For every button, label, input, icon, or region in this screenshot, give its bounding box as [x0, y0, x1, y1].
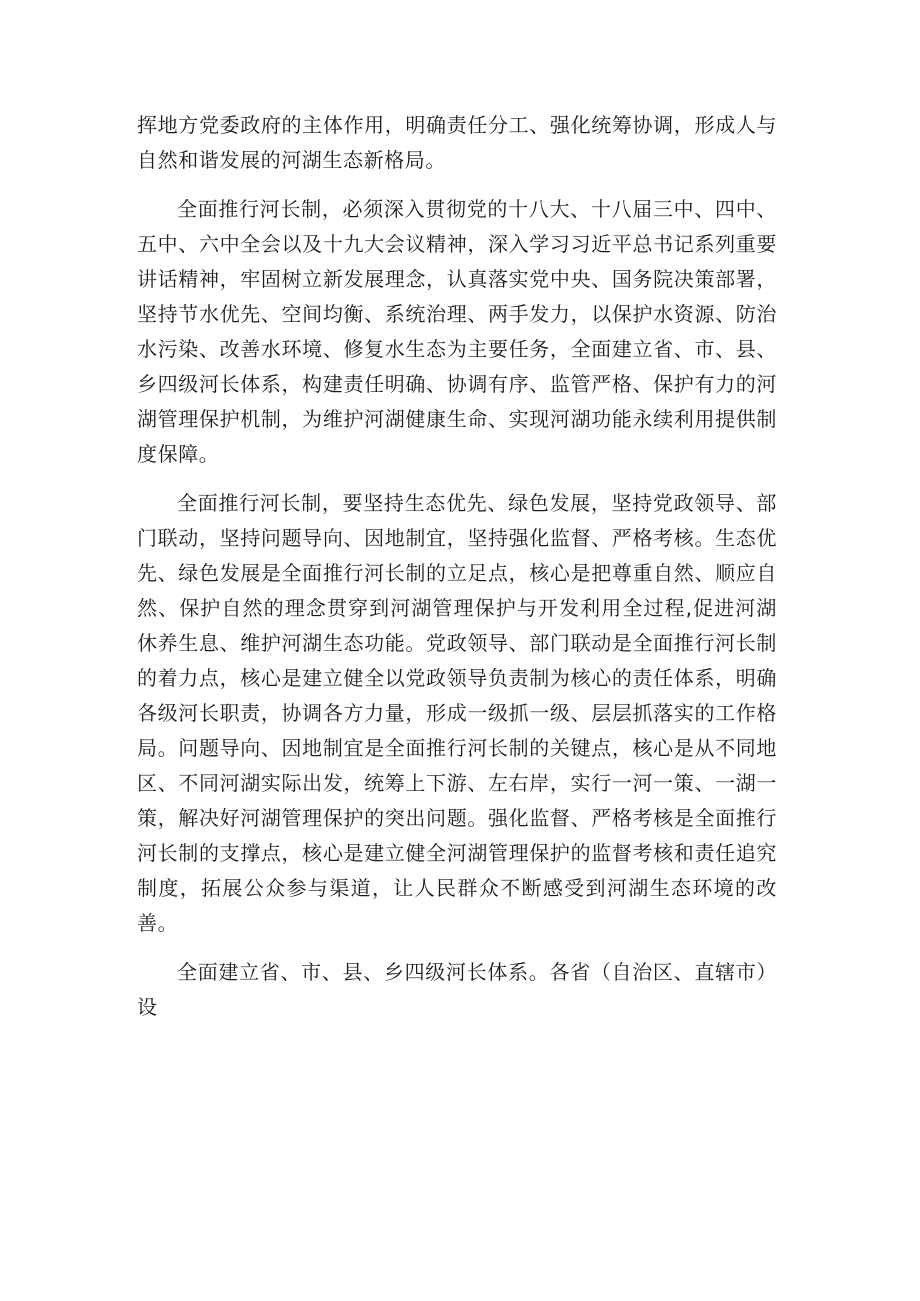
paragraph-continuation: 挥地方党委政府的主体作用，明确责任分工、强化统筹协调，形成人与自然和谐发展的河湖生态新格局。: [137, 113, 777, 172]
paragraph-guiding-principles: 全面推行河长制，必须深入贯彻党的十八大、十八届三中、四中、五中、六中全会以及十九大会议精神，深入学习习近平总书记系列重要讲话精神，牢固树立新发展理念，认真落实党中央、国务院决策部署，坚持节水优先、空间均衡、系统治理、两手发力，以保护水资源、防治水污染、改善水环境、修复水生态为主要任务，全面建立省、市、县、乡四级河长体系，构建责任明确、协调有序、监管严格、保护有力的河湖管理保护机制，为维护河湖健康生命、实现河湖功能永续利用提供制度保障。: [137, 197, 777, 466]
document-body: [137, 108, 777, 1039]
paragraph-basic-principles: 全面推行河长制，要坚持生态优先、绿色发展，坚持党政领导、部门联动，坚持问题导向、因地制宜，坚持强化监督、严格考核。生态优先、绿色发展是全面推行河长制的立足点，核心是把尊重自然、顺应自然、保护自然的理念贯穿到河湖管理保护与开发利用全过程,促进河湖休养生息、维护河湖生态功能。党政领导、部门联动是全面推行河长制的着力点，核心是建立健全以党政领导负责制为核心的责任体系，明确各级河长职责，协调各方力量，形成一级抓一级、层层抓落实的工作格局。问题导向、因地制宜是全面推行河长制的关键点，核心是从不同地区、不同河湖实际出发，统筹上下游、左右岸，实行一河一策、一湖一策，解决好河湖管理保护的突出问题。强化监督、严格考核是全面推行河长制的支撑点，核心是建立健全河湖管理保护的监督考核和责任追究制度，拓展公众参与渠道，让人民群众不断感受到河湖生态环境的改善。: [137, 491, 777, 935]
paragraph-river-chief-system: 全面建立省、市、县、乡四级河长体系。各省（自治区、直辖市）设: [137, 960, 777, 1019]
